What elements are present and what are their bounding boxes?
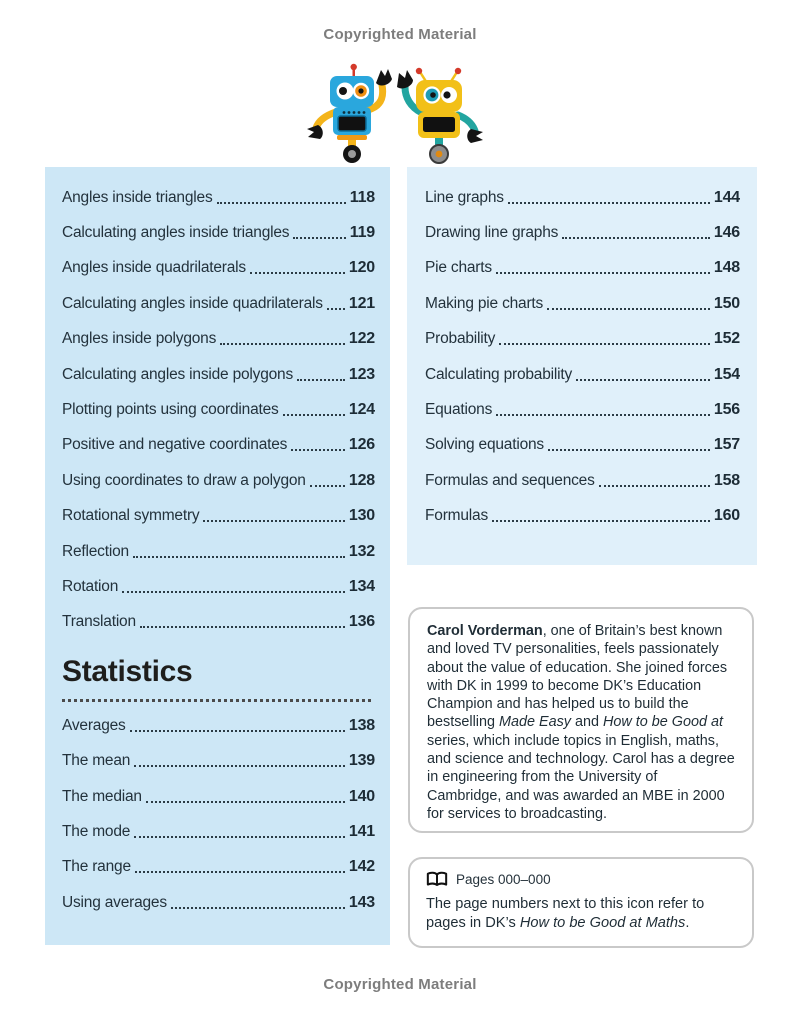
toc-entry-label: The median bbox=[62, 787, 142, 805]
toc-entry bbox=[62, 392, 375, 427]
toc-entry-label: Formulas bbox=[425, 507, 488, 525]
bio-text-segment: How to be Good at bbox=[603, 714, 724, 731]
robots-illustration bbox=[292, 62, 492, 166]
toc-entry-page: 119 bbox=[349, 224, 375, 242]
pages-note-segment: . bbox=[685, 915, 690, 931]
dot-leader bbox=[548, 449, 710, 451]
pages-reference-note bbox=[426, 895, 736, 933]
toc-entry-page: 128 bbox=[348, 471, 375, 489]
toc-entry-page: 160 bbox=[713, 507, 740, 525]
toc-entry-label: Reflection bbox=[62, 542, 129, 560]
copyright-notice-bottom: Copyrighted Material bbox=[323, 976, 477, 993]
toc-entry-label: Pie charts bbox=[425, 259, 492, 277]
dot-leader bbox=[133, 556, 345, 558]
bio-text-segment: Carol Vorderman bbox=[427, 623, 543, 639]
toc-entry bbox=[425, 357, 740, 392]
dot-leader bbox=[140, 626, 345, 628]
toc-entry-label: Angles inside polygons bbox=[62, 330, 217, 348]
toc-entry bbox=[425, 428, 740, 463]
toc-entry-page: 121 bbox=[348, 294, 375, 312]
dot-leader bbox=[297, 379, 345, 381]
bio-text-segment: Made Easy bbox=[499, 714, 571, 731]
toc-entry-label: Rotation bbox=[62, 577, 119, 595]
toc-entry-label: Making pie charts bbox=[425, 294, 544, 312]
robot-characters-icon bbox=[292, 62, 492, 166]
toc-entry-page: 156 bbox=[713, 401, 740, 419]
toc-entry-page: 132 bbox=[348, 542, 375, 560]
toc-entry bbox=[62, 499, 375, 534]
toc-entry bbox=[425, 286, 740, 321]
dot-leader bbox=[327, 308, 345, 310]
dot-leader bbox=[492, 520, 710, 522]
toc-entry-page: 136 bbox=[348, 613, 375, 631]
toc-entry bbox=[425, 392, 740, 427]
dotted-rule bbox=[62, 699, 371, 702]
toc-entry-label: Calculating angles inside polygons bbox=[62, 365, 294, 383]
pages-reference-box bbox=[408, 857, 754, 948]
toc-entry bbox=[62, 463, 375, 498]
toc-entry-label: The mean bbox=[62, 752, 131, 770]
toc-entry-page: 130 bbox=[348, 507, 375, 525]
toc-entry bbox=[62, 743, 375, 778]
toc-entry bbox=[62, 180, 375, 215]
toc-entry-page: 142 bbox=[348, 858, 375, 876]
toc-entry bbox=[62, 569, 375, 604]
toc-entry bbox=[62, 357, 375, 392]
dot-leader bbox=[508, 202, 710, 204]
toc-entry-label: Solving equations bbox=[425, 436, 544, 454]
toc-entry-label: Plotting points using coordinates bbox=[62, 401, 279, 419]
toc-entry bbox=[425, 180, 740, 215]
toc-entry bbox=[62, 286, 375, 321]
dot-leader bbox=[499, 343, 710, 345]
author-bio-text bbox=[427, 622, 735, 823]
toc-entry-page: 124 bbox=[348, 401, 375, 419]
dot-leader bbox=[293, 237, 345, 239]
dot-leader bbox=[130, 730, 345, 732]
toc-entry-label: Drawing line graphs bbox=[425, 224, 559, 242]
toc-entry-label: Rotational symmetry bbox=[62, 507, 200, 525]
dot-leader bbox=[135, 871, 345, 873]
dot-leader bbox=[496, 414, 710, 416]
toc-entry bbox=[62, 708, 375, 743]
toc-entry-label: Angles inside quadrilaterals bbox=[62, 259, 246, 277]
toc-entry-label: Using averages bbox=[62, 893, 167, 911]
toc-entry bbox=[62, 814, 375, 849]
dot-leader bbox=[283, 414, 345, 416]
toc-entry-page: 141 bbox=[348, 822, 375, 840]
toc-entry-label: The range bbox=[62, 858, 131, 876]
toc-entry bbox=[425, 322, 740, 357]
toc-entry-page: 120 bbox=[348, 259, 375, 277]
toc-entry-page: 154 bbox=[713, 365, 740, 383]
toc-entry bbox=[62, 251, 375, 286]
copyright-notice-top: Copyrighted Material bbox=[323, 26, 477, 43]
toc-entry bbox=[62, 885, 375, 920]
toc-entry bbox=[62, 215, 375, 250]
toc-entry bbox=[425, 251, 740, 286]
blue-robot bbox=[307, 64, 392, 163]
toc-entry-label: Calculating angles inside quadrilaterals bbox=[62, 294, 323, 312]
bio-text-segment: and bbox=[571, 714, 604, 731]
toc-entry bbox=[62, 534, 375, 569]
dot-leader bbox=[220, 343, 345, 345]
toc-entry-label: Formulas and sequences bbox=[425, 471, 595, 489]
toc-list-geometry bbox=[62, 180, 375, 640]
toc-entry-label: Averages bbox=[62, 716, 126, 734]
toc-entry-page: 143 bbox=[348, 893, 375, 911]
pages-reference-header bbox=[426, 871, 736, 888]
dot-leader bbox=[310, 485, 345, 487]
dot-leader bbox=[203, 520, 344, 522]
toc-entry-page: 140 bbox=[348, 787, 375, 805]
toc-left-panel bbox=[45, 167, 390, 945]
dot-leader bbox=[576, 379, 710, 381]
toc-entry bbox=[62, 779, 375, 814]
dot-leader bbox=[496, 272, 710, 274]
toc-list-graphs bbox=[425, 180, 740, 534]
toc-entry-page: 139 bbox=[348, 752, 375, 770]
open-book-icon bbox=[426, 871, 448, 888]
pages-note-segment: How to be Good at Maths bbox=[519, 915, 686, 931]
dot-leader bbox=[250, 272, 345, 274]
dot-leader bbox=[134, 765, 345, 767]
pages-range-label: Pages 000–000 bbox=[456, 872, 551, 887]
toc-entry bbox=[425, 463, 740, 498]
toc-entry-page: 152 bbox=[713, 330, 740, 348]
toc-entry-page: 122 bbox=[348, 330, 375, 348]
dot-leader bbox=[146, 801, 345, 803]
pages-note-segment: The page numbers next to this icon refer to pages in DK’s bbox=[426, 896, 705, 931]
toc-entry bbox=[62, 605, 375, 640]
toc-entry-label: Probability bbox=[425, 330, 496, 348]
dot-leader bbox=[291, 449, 345, 451]
toc-entry-page: 148 bbox=[713, 259, 740, 277]
dot-leader bbox=[599, 485, 710, 487]
toc-entry-label: Calculating probability bbox=[425, 365, 573, 383]
toc-entry-page: 146 bbox=[713, 224, 740, 242]
dot-leader bbox=[122, 591, 345, 593]
toc-entry-label: Calculating angles inside triangles bbox=[62, 224, 290, 242]
toc-entry-label: Angles inside triangles bbox=[62, 188, 213, 206]
toc-entry-page: 134 bbox=[348, 577, 375, 595]
toc-entry bbox=[425, 499, 740, 534]
toc-entry-label: Equations bbox=[425, 401, 493, 419]
toc-list-statistics bbox=[62, 708, 375, 920]
toc-entry-label: Positive and negative coordinates bbox=[62, 436, 288, 454]
toc-entry-page: 126 bbox=[348, 436, 375, 454]
toc-entry-page: 123 bbox=[348, 365, 375, 383]
toc-entry-page: 150 bbox=[713, 294, 740, 312]
statistics-heading: Statistics bbox=[62, 655, 193, 689]
toc-entry-page: 157 bbox=[713, 436, 740, 454]
yellow-robot bbox=[397, 68, 483, 163]
toc-entry-page: 118 bbox=[349, 188, 375, 206]
dot-leader bbox=[171, 907, 345, 909]
toc-entry bbox=[62, 322, 375, 357]
dot-leader bbox=[562, 237, 710, 239]
toc-entry-label: Line graphs bbox=[425, 188, 504, 206]
toc-entry-label: The mode bbox=[62, 822, 131, 840]
toc-entry-page: 144 bbox=[713, 188, 740, 206]
bio-text-segment: series, which include topics in English, maths, and science and technology. Carol has a degree in engineering from the University of Cambridge, and was awarded an MBE in 2000 for services to broadcasting. bbox=[427, 732, 735, 822]
toc-entry bbox=[62, 428, 375, 463]
toc-entry-page: 138 bbox=[348, 716, 375, 734]
toc-entry-label: Translation bbox=[62, 613, 136, 631]
dot-leader bbox=[134, 836, 345, 838]
toc-entry bbox=[425, 215, 740, 250]
toc-right-panel bbox=[407, 167, 757, 565]
toc-entry-label: Using coordinates to draw a polygon bbox=[62, 471, 306, 489]
dot-leader bbox=[547, 308, 710, 310]
toc-entry-page: 158 bbox=[713, 471, 740, 489]
dot-leader bbox=[217, 202, 346, 204]
bio-text-segment: , one of Britain’s best known and loved TV personalities, feels passionately about the value of education. She joined forces with DK in 1999 to become DK’s Education Champion and has helped us to build the bestselling bbox=[427, 623, 728, 731]
toc-entry bbox=[62, 850, 375, 885]
author-bio-box bbox=[408, 607, 754, 833]
